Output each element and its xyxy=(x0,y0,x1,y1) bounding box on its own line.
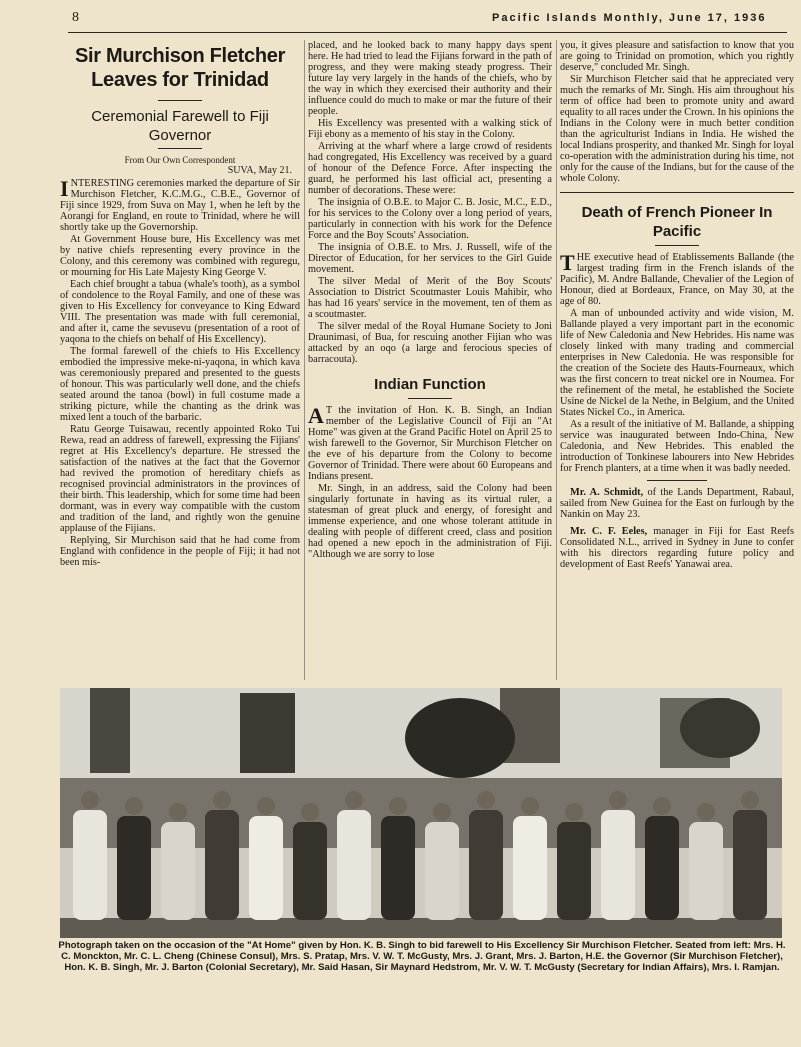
article-subtitle: Ceremonial Farewell to Fiji Governor xyxy=(91,108,269,144)
column-1 xyxy=(60,40,300,569)
dateline: SUVA, May 21. xyxy=(227,165,292,176)
subtitle-rule xyxy=(158,148,202,149)
article-paragraph: The formal farewell of the chiefs to His Excellency embodied the impressive meke-ni-yaqona, in which kava was ceremoniously prepared and presented to the guests of honour. This was particularly well done, and the chiefs seated around the tanoa (bowl) in full costume made a striking picture, while the chanting as the drink was mixed lent a touch of the barbaric. xyxy=(60,346,300,423)
byline: From Our Own Correspondent xyxy=(124,155,236,165)
article-paragraph: THE executive head of Etablissements Ballande (the largest trading firm in the French islands of the Pacific), M. Andre Ballande, Chevalier of the Legion of Honour, died at Bordeaux, France, on May 30, at the age of 80. xyxy=(560,250,794,307)
article-paragraph: Mr. Singh, in an address, said the Colony had been singularly fortunate in having as its virtual ruler, a statesman of great pluck and energy, of foresight and immense experience, and one whose tolerant attitude in dealing with people of different creed, class and position had opened a new epoch in the administration of Fiji. "Although we are sorry to lose xyxy=(308,483,552,560)
article-paragraph: placed, and he looked back to many happy days spent here. He had tried to lead the Fijians forward in the path of progress, and they were making steady progress. Their future lay very largely in the hands of the chiefs, who by the way in which they exercised their authority and their influence could do much to make or mar the future of their people. xyxy=(308,40,552,117)
article-paragraph: you, it gives pleasure and satisfaction to know that you are going to Trinidad on promotion, which you rightly deserve," concluded Mr. Singh. xyxy=(560,40,794,73)
group-photograph xyxy=(60,688,782,938)
article-paragraph: The silver Medal of Merit of the Boy Scouts' Association to District Scoutmaster Louis Mahibir, who has had 16 years' service in the movement, ten of them as a scoutmaster. xyxy=(308,276,552,320)
column-divider xyxy=(556,40,557,680)
drop-cap: A xyxy=(308,403,324,428)
title-rule xyxy=(158,100,202,101)
article-paragraph: The insignia of O.B.E. to Mrs. J. Russell, wife of the Director of Education, for her services to the Girl Guide movement. xyxy=(308,242,552,275)
brief-rule xyxy=(647,480,707,481)
publication-header: Pacific Islands Monthly, June 17, 1936 xyxy=(492,12,767,24)
page-number: 8 xyxy=(72,10,79,25)
column-divider xyxy=(304,40,305,680)
drop-cap: T xyxy=(560,250,575,275)
article-paragraph: Each chief brought a tabua (whale's tooth), as a symbol of condolence to the Royal Family, and one of these was given to His Excellency for conveyance to King Edward VIII. The presentation was made with full ceremonial, and after it, came the sevusevu (presentation of a root of yaqona to the chiefs on behalf of His Excellency). xyxy=(60,279,300,345)
section-rule xyxy=(408,398,452,399)
column-2 xyxy=(308,40,552,561)
section-title: Indian Function xyxy=(374,376,486,393)
drop-cap: I xyxy=(60,176,69,201)
article-paragraph: A T the invitation of Hon. K. B. Singh, an Indian member of the Legislative Council of Fiji an "At Home" was given at the Grand Pacific Hotel on April 25 to wish farewell to the Governor, Sir Murchison Fletcher on the eve of his departure from the Colony to become Governor of Trinidad. There were about 60 Europeans and Indians present. xyxy=(308,403,552,482)
article-paragraph: The silver medal of the Royal Humane Society to Joni Draunimasi, of Bua, for rescuing another Fijian who was attacked by an oqo (a large and ferocious species of barracouta). xyxy=(308,321,552,365)
header-rule xyxy=(68,32,787,33)
article-paragraph: INTERESTING ceremonies marked the departure of Sir Murchison Fletcher, K.C.M.G., C.B.E., Governor of Fiji since 1929, from Suva on May 1, when he left by the Aorangi for England, en route to Trinidad, where he will shortly take up the Governorship. xyxy=(60,176,300,233)
article-paragraph: A man of unbounded activity and wide vision, M. Ballande played a very important part in the economic life of New Caledonia and New Hebrides. His name was closely linked with many trading and commercial enterprises in New Caledonia. He was responsible for the creation of the Societe des Hauts-Fourneaux, which was the first concern to treat nickel ore in Noumea. For the refinement of the metal, he established the Societe Usine de Nickel de la Nethe, in Belgium, and the United States Nickel Co., in America. xyxy=(560,308,794,418)
article-paragraph: The insignia of O.B.E. to Major C. B. Josic, M.C., E.D., for his services to the Colony over a long period of years, particularly in connection with his work for the Defence Force and the Boy Scouts' Association. xyxy=(308,197,552,241)
article-paragraph: Sir Murchison Fletcher said that he appreciated very much the remarks of Mr. Singh. His aim throughout his term of office had been to promote unity and award equality to all races under the Crown. In his opinions the Indians in the Colony were in much better condition than the agriculturist Indians in India. He wished the local Indians prosperity, and thanked Mr. Singh for loyal co-operation with the administration during his time, not only for the cause of the Indians, but for the cause of the whole Colony. xyxy=(560,74,794,184)
article-paragraph: Replying, Sir Murchison said that he had come from England with confidence in the people of Fiji; it had not been mis- xyxy=(60,535,300,568)
column-3 xyxy=(560,40,794,571)
brief-paragraph: Mr. C. F. Eeles, manager in Fiji for East Reefs Consolidated N.L., arrived in Sydney in June to confer with his directors regarding future policy and development of East Reefs' Yanawai area. xyxy=(560,526,794,570)
brief-paragraph: Mr. A. Schmidt, of the Lands Department, Rabaul, sailed from New Guinea for the East on furlough by the Nankin on May 23. xyxy=(560,487,794,520)
article-paragraph: As a result of the initiative of M. Ballande, a shipping service was inaugurated between Indo-China, New Caledonia, and New Hebrides. This enabled the introduction of Tonkinese labourers into New Hebrides for French planters, at a time when it was badly needed. xyxy=(560,419,794,474)
article-paragraph: At Government House bure, His Excellency was met by native chiefs representing every province in the Colony, and this ceremony was combined with reguregu, or mourning for His Late Majesty King George V. xyxy=(60,234,300,278)
section-title: Death of French Pioneer In Pacific xyxy=(581,204,773,240)
photo-caption: Photograph taken on the occasion of the "At Home" given by Hon. K. B. Singh to bid farewell to His Excellency Sir Murchison Fletcher. Seated from left: Mrs. H. C. Monckton, Mr. C. L. Cheng (Chinese Consul), Mrs. S. Pratap, Mrs. V. W. T. McGusty, Mrs. J. Grant, Mrs. J. Barton, H.E. the Governor (Sir Murchison Fletcher), Hon. K. B. Singh, Mr. J. Barton (Colonial Secretary), Mr. Said Hasan, Sir Maynard Hedstrom, Mr. V. W. T. McGusty (Secretary for Indian Affairs), Mrs. I. Ramjan. xyxy=(58,940,786,973)
section-divider xyxy=(560,192,794,193)
article-paragraph: Ratu George Tuisawau, recently appointed Roko Tui Rewa, read an address of farewell, expressing the Fijians' regret at His Excellency's departure. He stressed the satisfaction of the natives at the fact that the Governor had revived the promotion of hereditary chiefs as recognised provincial administrators in the provinces of their birth. This leadership, which for some time had been dormant, was in every way compatible with the custom and tradition of the land, and rightly won the genuine applause of the Fijians. xyxy=(60,424,300,534)
photo-image xyxy=(60,688,782,938)
article-title: Sir Murchison Fletcher Leaves for Trinidad xyxy=(74,45,286,91)
article-paragraph: Arriving at the wharf where a large crowd of residents had congregated, His Excellency was received by a guard of honour of the Defence Force. After inspecting the guard, he performed his last official act, presenting a number of decorations. These were: xyxy=(308,141,552,196)
section-rule xyxy=(655,245,699,246)
article-paragraph: His Excellency was presented with a walking stick of Fiji ebony as a memento of his stay in the Colony. xyxy=(308,118,552,140)
